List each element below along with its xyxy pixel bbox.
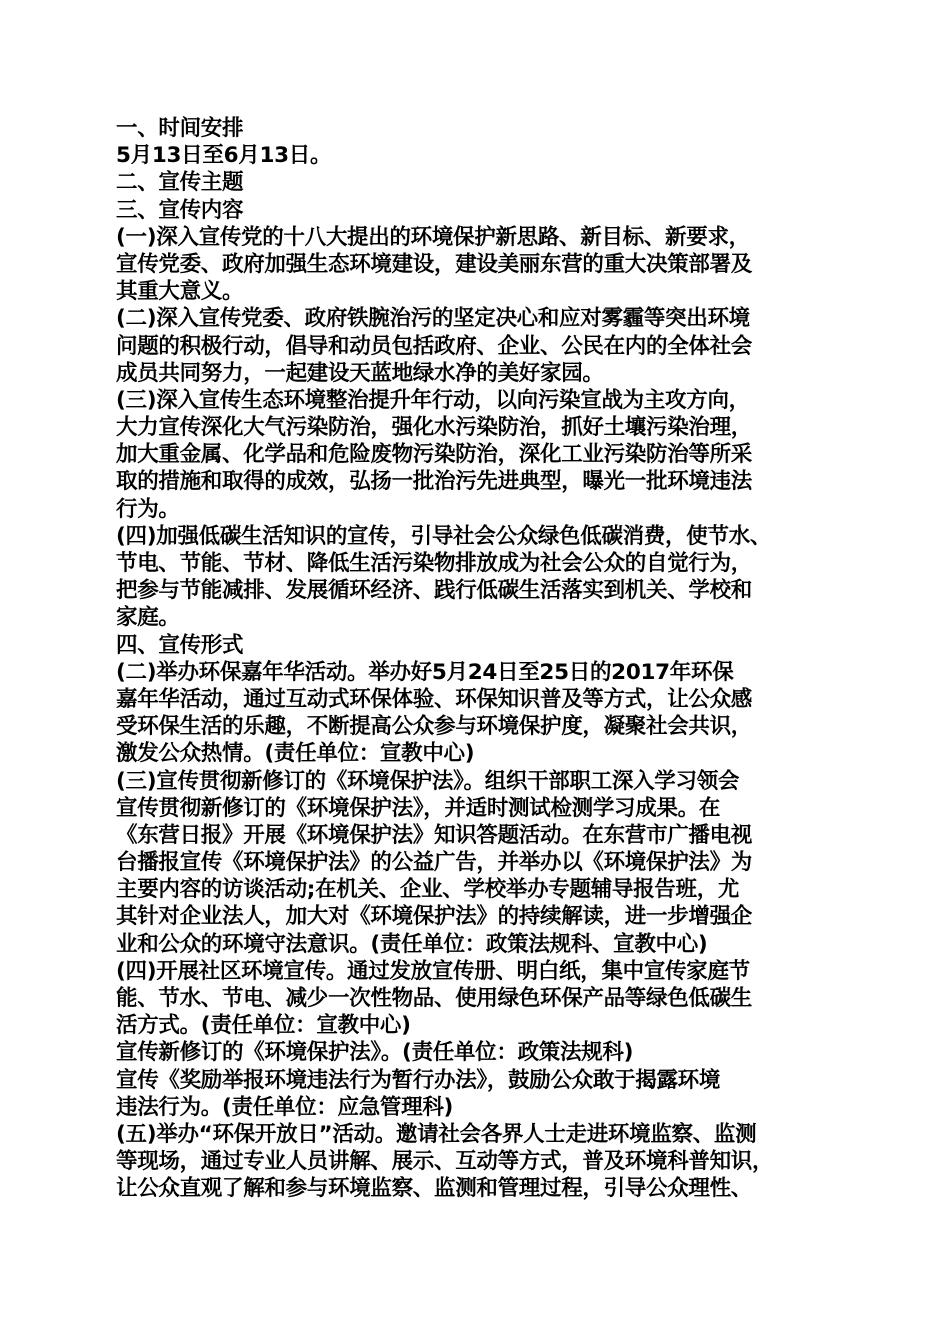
form-item-3-line-4: 台播报宣传《环境保护法》的公益广告，并举办以《环境保护法》为 [116,850,753,876]
document-body [116,115,842,1203]
heading-forms: 四、宣传形式 [116,632,244,658]
heading-content: 三、宣传内容 [116,197,244,223]
heading-schedule: 一、时间安排 [116,116,244,141]
content-item-2-line-1: (二)深入宣传党委、政府铁腕治污的坚定决心和应对雾霾等突出环境 [116,306,750,332]
content-item-4-line-3: 把参与节能减排、发展循环经济、践行低碳生活落实到机关、学校和 [116,578,753,604]
heading-theme: 二、宣传主题 [116,170,244,196]
content-item-1-line-1: (一)深入宣传党的十八大提出的环境保护新思路、新目标、新要求， [116,224,750,250]
form-item-2-line-1: (二)举办环保嘉年华活动。举办好5月24日至25日的2017年环保 [116,659,734,685]
form-law-publicity: 宣传新修订的《环境保护法》。(责任单位：政策法规科) [116,1040,634,1066]
form-reward-measures-line-1: 宣传《奖励举报环境违法行为暂行办法》，鼓励公众敢于揭露环境 [116,1067,721,1093]
form-item-3-line-2: 宣传贯彻新修订的《环境保护法》，并适时测试检测学习成果。在 [116,795,721,821]
content-item-3-line-2: 大力宣传深化大气污染防治，强化水污染防治，抓好土壤污染治理， [116,415,753,441]
content-item-1-line-3: 其重大意义。 [116,279,244,305]
form-item-5-line-3: 让公众直观了解和参与环境监察、监测和管理过程，引导公众理性、 [116,1176,753,1202]
content-item-1-line-2: 宣传党委、政府加强生态环境建设，建设美丽东营的重大决策部署及 [116,251,753,277]
form-item-5-line-2: 等现场，通过专业人员讲解、展示、互动等方式，普及环境科普知识， [116,1149,774,1175]
form-item-3-line-1: (三)宣传贯彻新修订的《环境保护法》。组织干部职工深入学习领会 [116,768,740,794]
content-item-3-line-4: 取的措施和取得的成效，弘扬一批治污先进典型，曝光一批环境违法 [116,469,753,495]
content-item-4-line-2: 节电、节能、节材、降低生活污染物排放成为社会公众的自觉行为， [116,551,753,576]
content-item-3-line-3: 加大重金属、化学品和危险废物污染防治，深化工业污染防治等所采 [116,442,753,468]
form-item-4-line-3: 活方式。(责任单位：宣教中心) [116,1013,411,1039]
form-item-3-line-3: 《东营日报》开展《环境保护法》知识答题活动。在东营市广播电视 [116,822,753,848]
form-item-2-line-4: 激发公众热情。(责任单位：宣教中心) [116,741,475,767]
form-reward-measures-line-2: 违法行为。(责任单位：应急管理科) [116,1094,454,1120]
form-item-5-line-1: (五)举办“环保开放日”活动。邀请社会各界人士走进环境监察、监测 [116,1121,757,1147]
content-item-4-line-4: 家庭。 [116,605,180,631]
content-item-2-line-3: 成员共同努力，一起建设天蓝地绿水净的美好家园。 [116,360,604,386]
form-item-3-line-5: 主要内容的访谈活动;在机关、企业、学校举办专题辅导报告班，尤 [116,877,740,903]
content-item-3-line-5: 行为。 [116,496,180,522]
form-item-2-line-3: 受环保生活的乐趣，不断提高公众参与环境保护度，凝聚社会共识， [116,714,753,740]
form-item-2-line-2: 嘉年华活动，通过互动式环保体验、环保知识普及等方式，让公众感 [116,686,753,712]
form-item-3-line-7: 业和公众的环境守法意识。(责任单位：政策法规科、宣教中心) [116,931,708,957]
form-item-4-line-2: 能、节水、节电、减少一次性物品、使用绿色环保产品等绿色低碳生 [116,986,753,1011]
content-item-4-line-1: (四)加强低碳生活知识的宣传，引导社会公众绿色低碳消费，使节水、 [116,523,772,549]
content-item-3-line-1: (三)深入宣传生态环境整治提升年行动，以向污染宣战为主攻方向， [116,387,750,413]
form-item-3-line-6: 其针对企业法人，加大对《环境保护法》的持续解读，进一步增强企 [116,904,753,930]
content-item-2-line-2: 问题的积极行动，倡导和动员包括政府、企业、公民在内的全体社会 [116,333,753,359]
form-item-4-line-1: (四)开展社区环境宣传。通过发放宣传册、明白纸，集中宣传家庭节 [116,958,750,984]
schedule-dates: 5月13日至6月13日。 [116,143,332,169]
